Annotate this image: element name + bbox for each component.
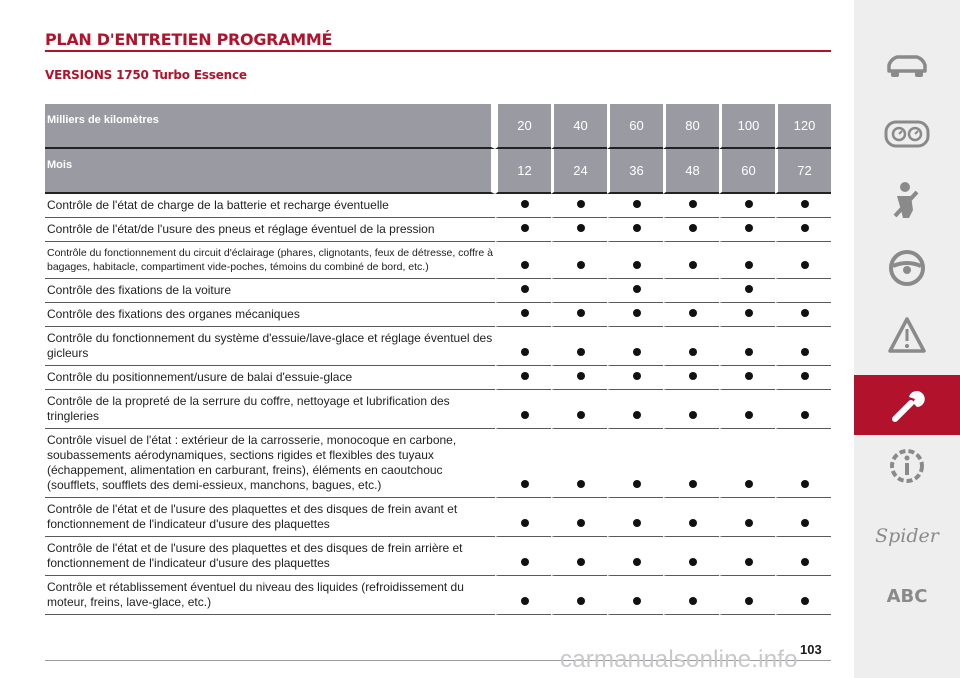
interval-cell bbox=[551, 327, 607, 366]
scheduled-bullet-icon bbox=[801, 261, 809, 269]
sidebar-item-safety[interactable] bbox=[854, 170, 960, 230]
interval-cell bbox=[551, 429, 607, 498]
scheduled-bullet-icon bbox=[577, 372, 585, 380]
scheduled-bullet-icon bbox=[745, 285, 753, 293]
interval-cell bbox=[663, 303, 719, 327]
scheduled-bullet-icon bbox=[745, 309, 753, 317]
interval-cell bbox=[607, 366, 663, 390]
scheduled-bullet-icon bbox=[801, 372, 809, 380]
interval-cell bbox=[495, 498, 551, 537]
table-row bbox=[45, 429, 831, 498]
interval-cell bbox=[495, 194, 551, 218]
scheduled-bullet-icon bbox=[521, 200, 529, 208]
table-row bbox=[45, 194, 831, 218]
months-value: 24 bbox=[551, 149, 607, 194]
scheduled-bullet-icon bbox=[577, 597, 585, 605]
spider-logo-icon: Spider bbox=[875, 525, 939, 547]
header-row-km bbox=[45, 104, 831, 149]
interval-cell bbox=[607, 390, 663, 429]
interval-cell bbox=[719, 429, 775, 498]
sidebar-item-spider[interactable] bbox=[854, 506, 960, 566]
scheduled-bullet-icon bbox=[633, 480, 641, 488]
scheduled-bullet-icon bbox=[801, 411, 809, 419]
section-title: VERSIONS 1750 Turbo Essence bbox=[45, 68, 247, 82]
scheduled-bullet-icon bbox=[745, 224, 753, 232]
km-value: 20 bbox=[495, 104, 551, 149]
months-value: 36 bbox=[607, 149, 663, 194]
table-row bbox=[45, 303, 831, 327]
maintenance-schedule-table bbox=[45, 104, 831, 615]
scheduled-bullet-icon bbox=[801, 480, 809, 488]
interval-cell bbox=[607, 429, 663, 498]
scheduled-bullet-icon bbox=[633, 285, 641, 293]
interval-cell bbox=[663, 279, 719, 303]
km-value: 40 bbox=[551, 104, 607, 149]
interval-cell bbox=[551, 303, 607, 327]
scheduled-bullet-icon bbox=[689, 348, 697, 356]
interval-cell bbox=[551, 576, 607, 615]
scheduled-bullet-icon bbox=[521, 480, 529, 488]
table-row bbox=[45, 498, 831, 537]
interval-cell bbox=[775, 327, 831, 366]
table-row bbox=[45, 327, 831, 366]
scheduled-bullet-icon bbox=[689, 411, 697, 419]
interval-cell bbox=[719, 498, 775, 537]
interval-cell bbox=[775, 242, 831, 279]
scheduled-bullet-icon bbox=[745, 372, 753, 380]
sidebar-item-instruments[interactable] bbox=[854, 104, 960, 164]
interval-cell bbox=[775, 366, 831, 390]
maintenance-task: Contrôle de l'état et de l'usure des plaquettes et des disques de frein arrière et fonctionnement de l'indicateur d'usure des plaquettes bbox=[45, 537, 495, 576]
km-label: Milliers de kilomètres bbox=[45, 104, 495, 149]
abc-index-icon: ABC bbox=[886, 585, 928, 607]
scheduled-bullet-icon bbox=[521, 224, 529, 232]
scheduled-bullet-icon bbox=[745, 558, 753, 566]
sidebar-item-emergency[interactable] bbox=[854, 305, 960, 365]
table-row bbox=[45, 366, 831, 390]
header-row-months bbox=[45, 149, 831, 194]
table-row bbox=[45, 537, 831, 576]
interval-cell bbox=[775, 390, 831, 429]
interval-cell bbox=[607, 218, 663, 242]
scheduled-bullet-icon bbox=[521, 261, 529, 269]
km-value: 60 bbox=[607, 104, 663, 149]
scheduled-bullet-icon bbox=[689, 261, 697, 269]
interval-cell bbox=[607, 576, 663, 615]
interval-cell bbox=[607, 498, 663, 537]
months-value: 60 bbox=[719, 149, 775, 194]
scheduled-bullet-icon bbox=[633, 224, 641, 232]
scheduled-bullet-icon bbox=[521, 519, 529, 527]
sidebar-item-driving[interactable] bbox=[854, 238, 960, 298]
maintenance-task: Contrôle du fonctionnement du circuit d'éclairage (phares, clignotants, feux de détresse, coffre à bagages, habitacle, compartiment vide-poches, témoins du combiné de bord, etc.) bbox=[45, 242, 495, 279]
title-rule bbox=[45, 50, 831, 52]
scheduled-bullet-icon bbox=[801, 309, 809, 317]
interval-cell bbox=[663, 366, 719, 390]
km-value: 80 bbox=[663, 104, 719, 149]
scheduled-bullet-icon bbox=[745, 348, 753, 356]
interval-cell bbox=[663, 327, 719, 366]
interval-cell bbox=[719, 576, 775, 615]
maintenance-task: Contrôle du positionnement/usure de balai d'essuie-glace bbox=[45, 366, 495, 390]
maintenance-task: Contrôle des fixations de la voiture bbox=[45, 279, 495, 303]
dashboard-icon bbox=[884, 120, 930, 148]
interval-cell bbox=[719, 242, 775, 279]
scheduled-bullet-icon bbox=[521, 597, 529, 605]
interval-cell bbox=[607, 242, 663, 279]
interval-cell bbox=[551, 242, 607, 279]
scheduled-bullet-icon bbox=[521, 309, 529, 317]
scheduled-bullet-icon bbox=[521, 348, 529, 356]
interval-cell bbox=[775, 194, 831, 218]
months-value: 48 bbox=[663, 149, 719, 194]
table-row bbox=[45, 390, 831, 429]
page-title: PLAN D'ENTRETIEN PROGRAMMÉ bbox=[45, 30, 333, 49]
km-value: 120 bbox=[775, 104, 831, 149]
steering-wheel-icon bbox=[887, 248, 927, 288]
interval-cell bbox=[495, 576, 551, 615]
maintenance-task: Contrôle de l'état/de l'usure des pneus et réglage éventuel de la pression bbox=[45, 218, 495, 242]
interval-cell bbox=[495, 390, 551, 429]
scheduled-bullet-icon bbox=[801, 597, 809, 605]
interval-cell bbox=[775, 218, 831, 242]
interval-cell bbox=[495, 242, 551, 279]
interval-cell bbox=[663, 537, 719, 576]
sidebar-item-technical-data[interactable] bbox=[854, 436, 960, 496]
scheduled-bullet-icon bbox=[689, 558, 697, 566]
maintenance-task: Contrôle de l'état et de l'usure des plaquettes et des disques de frein avant et fonctionnement de l'indicateur d'usure des plaquettes bbox=[45, 498, 495, 537]
interval-cell bbox=[495, 429, 551, 498]
maintenance-task: Contrôle et rétablissement éventuel du niveau des liquides (refroidissement du moteur, freins, lave-glace, etc.) bbox=[45, 576, 495, 615]
interval-cell bbox=[495, 537, 551, 576]
interval-cell bbox=[551, 194, 607, 218]
wrench-icon bbox=[887, 385, 927, 425]
interval-cell bbox=[663, 429, 719, 498]
scheduled-bullet-icon bbox=[577, 309, 585, 317]
interval-cell bbox=[663, 576, 719, 615]
interval-cell bbox=[719, 366, 775, 390]
table-row bbox=[45, 218, 831, 242]
interval-cell bbox=[551, 279, 607, 303]
interval-cell bbox=[551, 390, 607, 429]
sidebar-item-index[interactable] bbox=[854, 566, 960, 626]
sidebar-item-car[interactable] bbox=[854, 36, 960, 96]
scheduled-bullet-icon bbox=[745, 261, 753, 269]
interval-cell bbox=[775, 576, 831, 615]
schedule-body bbox=[45, 194, 831, 615]
maintenance-task: Contrôle visuel de l'état : extérieur de la carrosserie, monocoque en carbone, soubassements aérodynamiques, sections rigides et flexibles des tuyaux (échappement, alimentation en carburant, freins), éléments en caoutchouc (soufflets, soufflets des demi-essieux, manchons, bagues, etc.) bbox=[45, 429, 495, 498]
scheduled-bullet-icon bbox=[745, 597, 753, 605]
months-label: Mois bbox=[45, 149, 495, 194]
scheduled-bullet-icon bbox=[633, 309, 641, 317]
scheduled-bullet-icon bbox=[801, 224, 809, 232]
interval-cell bbox=[551, 366, 607, 390]
watermark: carmanualsonline.info bbox=[560, 646, 798, 673]
scheduled-bullet-icon bbox=[689, 372, 697, 380]
table-row bbox=[45, 279, 831, 303]
interval-cell bbox=[719, 218, 775, 242]
scheduled-bullet-icon bbox=[633, 372, 641, 380]
scheduled-bullet-icon bbox=[521, 411, 529, 419]
page-number: 103 bbox=[800, 642, 822, 657]
warning-triangle-icon bbox=[887, 316, 927, 354]
interval-cell bbox=[719, 194, 775, 218]
interval-cell bbox=[495, 303, 551, 327]
maintenance-task: Contrôle de la propreté de la serrure du coffre, nettoyage et lubrification des tringleries bbox=[45, 390, 495, 429]
scheduled-bullet-icon bbox=[577, 519, 585, 527]
interval-cell bbox=[719, 390, 775, 429]
months-value: 12 bbox=[495, 149, 551, 194]
interval-cell bbox=[719, 327, 775, 366]
interval-cell bbox=[495, 366, 551, 390]
scheduled-bullet-icon bbox=[745, 480, 753, 488]
scheduled-bullet-icon bbox=[521, 372, 529, 380]
scheduled-bullet-icon bbox=[577, 558, 585, 566]
interval-cell bbox=[719, 279, 775, 303]
interval-cell bbox=[775, 279, 831, 303]
interval-cell bbox=[663, 498, 719, 537]
interval-cell bbox=[775, 429, 831, 498]
scheduled-bullet-icon bbox=[801, 519, 809, 527]
maintenance-task: Contrôle du fonctionnement du système d'essuie/lave-glace et réglage éventuel des gicleurs bbox=[45, 327, 495, 366]
car-icon bbox=[885, 51, 929, 81]
months-value: 72 bbox=[775, 149, 831, 194]
interval-cell bbox=[495, 218, 551, 242]
scheduled-bullet-icon bbox=[633, 558, 641, 566]
interval-cell bbox=[607, 303, 663, 327]
interval-cell bbox=[607, 279, 663, 303]
scheduled-bullet-icon bbox=[689, 309, 697, 317]
scheduled-bullet-icon bbox=[689, 480, 697, 488]
scheduled-bullet-icon bbox=[689, 519, 697, 527]
interval-cell bbox=[775, 537, 831, 576]
scheduled-bullet-icon bbox=[577, 480, 585, 488]
scheduled-bullet-icon bbox=[801, 200, 809, 208]
interval-cell bbox=[663, 218, 719, 242]
chapter-sidebar bbox=[854, 0, 960, 678]
table-row bbox=[45, 576, 831, 615]
interval-cell bbox=[607, 327, 663, 366]
scheduled-bullet-icon bbox=[801, 348, 809, 356]
interval-cell bbox=[551, 218, 607, 242]
interval-cell bbox=[719, 303, 775, 327]
scheduled-bullet-icon bbox=[745, 411, 753, 419]
interval-cell bbox=[551, 498, 607, 537]
scheduled-bullet-icon bbox=[633, 519, 641, 527]
table-row bbox=[45, 242, 831, 279]
maintenance-task: Contrôle des fixations des organes mécaniques bbox=[45, 303, 495, 327]
scheduled-bullet-icon bbox=[577, 224, 585, 232]
scheduled-bullet-icon bbox=[521, 285, 529, 293]
scheduled-bullet-icon bbox=[577, 200, 585, 208]
interval-cell bbox=[663, 242, 719, 279]
interval-cell bbox=[607, 194, 663, 218]
interval-cell bbox=[663, 194, 719, 218]
scheduled-bullet-icon bbox=[577, 348, 585, 356]
interval-cell bbox=[607, 537, 663, 576]
scheduled-bullet-icon bbox=[801, 558, 809, 566]
info-gear-icon bbox=[886, 445, 928, 487]
interval-cell bbox=[663, 390, 719, 429]
scheduled-bullet-icon bbox=[633, 597, 641, 605]
sidebar-item-maintenance[interactable] bbox=[854, 375, 960, 435]
maintenance-task: Contrôle de l'état de charge de la batterie et recharge éventuelle bbox=[45, 194, 495, 218]
scheduled-bullet-icon bbox=[689, 200, 697, 208]
scheduled-bullet-icon bbox=[577, 261, 585, 269]
scheduled-bullet-icon bbox=[689, 224, 697, 232]
scheduled-bullet-icon bbox=[633, 411, 641, 419]
interval-cell bbox=[495, 279, 551, 303]
scheduled-bullet-icon bbox=[577, 411, 585, 419]
scheduled-bullet-icon bbox=[521, 558, 529, 566]
interval-cell bbox=[551, 537, 607, 576]
interval-cell bbox=[719, 537, 775, 576]
scheduled-bullet-icon bbox=[633, 200, 641, 208]
scheduled-bullet-icon bbox=[745, 519, 753, 527]
scheduled-bullet-icon bbox=[633, 348, 641, 356]
interval-cell bbox=[495, 327, 551, 366]
scheduled-bullet-icon bbox=[689, 597, 697, 605]
seatbelt-icon bbox=[887, 180, 927, 220]
interval-cell bbox=[775, 498, 831, 537]
scheduled-bullet-icon bbox=[633, 261, 641, 269]
interval-cell bbox=[775, 303, 831, 327]
scheduled-bullet-icon bbox=[745, 200, 753, 208]
km-value: 100 bbox=[719, 104, 775, 149]
